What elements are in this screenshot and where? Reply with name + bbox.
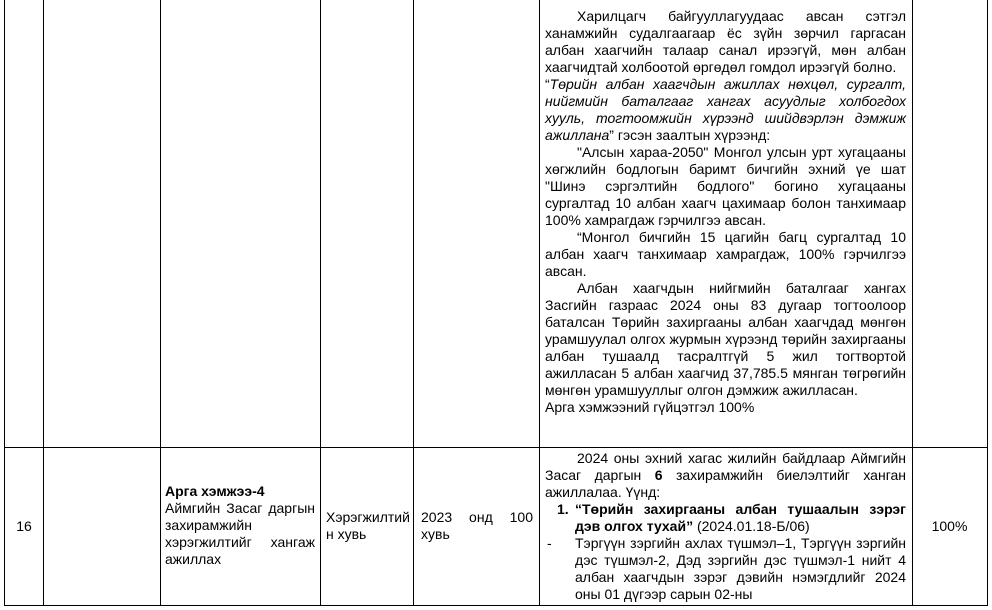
- report-intro-end: захирамжийн биелэлтийг ханган ажиллалаа. Үүнд:: [545, 467, 907, 500]
- report-paragraph: Харилцагч байгууллагуудаас авсан сэтгэл ханамжийн судалгаагаар ёс зүйн зөрчил гаргасан албан хаагчийн талаар санал ирээгүй, мөн албан хаагчидтай холбоотой өргөдөл гомдол ирээгүй болно.: [545, 8, 906, 75]
- quote-open: “: [545, 76, 550, 92]
- table-border-right: [987, 0, 988, 606]
- report-paragraph: "Алсын хараа-2050" Монгол улсын урт хугацааны хөгжлийн бодлогын баримт бичгийн эхний үе шат "Шинэ сэргэлтийн бодлого" богино хугацааны сургалтад 10 албан хаагч цахимаар болон танхимаар 100% хамрагдаж гэрчилгээ авсан.: [545, 144, 906, 228]
- column-divider-6: [912, 0, 913, 606]
- order-title: “Төрийн захиргааны албан тушаалын зэрэг дэв олгох тухай”: [575, 501, 906, 534]
- report-intro-text: 2024 оны эхний хагас жилийн байдлаар Аймгийн Засаг даргын: [545, 450, 906, 483]
- column-divider-2: [160, 0, 161, 606]
- order-reference: (2024.01.18-Б/06): [696, 518, 810, 534]
- report-cell-top: [545, 8, 906, 416]
- order-detail-bullet: - Тэргүүн зэргийн ахлах түшмэл–1, Тэргүүн зэргийн дэс түшмэл-2, Дэд зэргийн дэс түшмэл-1 нийт 4 албан хаагчдын зэрэг дэвийн нэмэгдлийг 2024 оны 01 дүгээр сарын 02-ны: [545, 535, 906, 603]
- indicator-cell: Хэрэгжилтийн хувь: [326, 509, 410, 542]
- order-list-item: [545, 501, 906, 535]
- italic-quote: Төрийн албан хаагчдын ажиллах нөхцөл, сургалт, нийгмийн баталгааг хангах асуудлыг холбогдох хууль, тогтоомжийн хүрээнд шийдвэрлэн дэмжиж ажиллана: [545, 76, 906, 143]
- column-divider-1: [43, 0, 44, 606]
- measure-title: Арга хэмжээ-4: [165, 483, 265, 499]
- baseline-text: 2023 онд 100 хувь: [421, 509, 533, 542]
- baseline-cell: [421, 509, 533, 543]
- column-divider-3: [320, 0, 321, 606]
- column-divider-4: [413, 0, 414, 606]
- quote-rest: ” гэсэн заалтын хүрээнд:: [609, 127, 771, 143]
- row-divider: [4, 447, 988, 448]
- report-cell-16: [545, 450, 906, 603]
- row-number: 16: [16, 518, 32, 534]
- report-paragraph: Албан хаагчдын нийгмийн баталгааг хангах Засгийн газраас 2024 оны 83 дугаар тогтоолоор баталсан Төрийн захиргааны албан хаагчдад мөнгөн урамшуулал олгох журмын хүрээнд төрийн захиргааны албан тушаалд тасралтгүй 5 жил тогтвортой ажилласан 5 албан хаагчид 37,785.5 мянган төгрөгийн мөнгөн урамшууллыг олгон дэмжиж ажилласан.: [545, 280, 906, 398]
- measure-cell: [165, 483, 315, 568]
- column-divider-5: [539, 0, 540, 606]
- table-border-bottom: [4, 605, 988, 606]
- report-paragraph-quote: [545, 76, 906, 144]
- order-list-number: 1.: [557, 501, 569, 517]
- report-intro-count: 6: [654, 467, 663, 483]
- report-paragraph: “Монгол бичгийн 15 цагийн багц сургалтад 10 албан хаагч танхимаар хамрагдаж, 100% гэрчилгээ авсан.: [545, 229, 906, 279]
- result-cell: 100%: [931, 518, 968, 534]
- measure-text: Аймгийн Засаг даргын захирамжийн хэрэгжилтийг хангаж ажиллах: [165, 500, 315, 567]
- report-intro: [545, 450, 906, 501]
- report-performance: Арга хэмжээний гүйцэтгэл 100%: [545, 399, 755, 415]
- table-border-left: [4, 0, 5, 606]
